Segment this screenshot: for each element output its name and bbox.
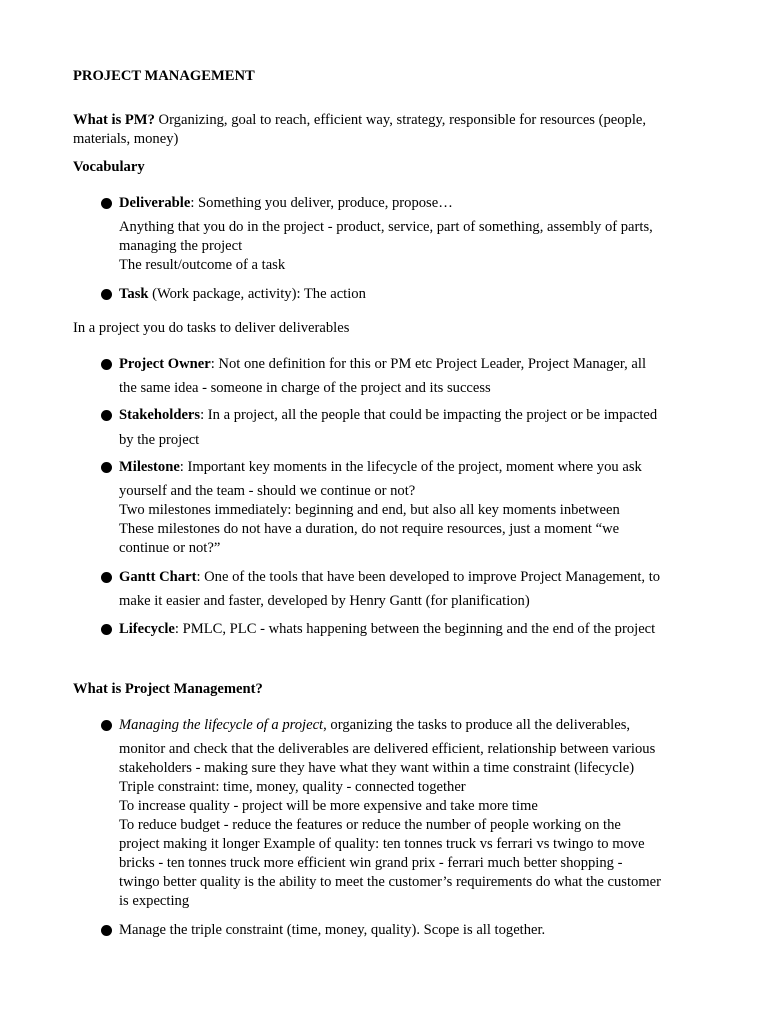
what-is-pm-text: Organizing, goal to reach, efficient way, strategy, responsible for resources (people, [154,112,647,128]
deliverable-line: The result/outcome of a task [119,257,286,273]
milestone-term: Milestone [119,459,180,475]
managing-line: stakeholders - making sure they have what they want within a time constraint (lifecycle) [119,760,635,776]
bullet-icon [101,925,112,936]
milestone-text: : Important key moments in the lifecycle of the project, moment where you ask [179,459,642,475]
project-owner-line: the same idea - someone in charge of the project and its success [119,380,491,396]
project-owner-term: Project Owner [119,356,211,372]
bullet-icon [101,198,112,209]
stakeholders-line: by the project [119,432,200,448]
deliverable-text: : Something you deliver, produce, propose… [190,195,453,211]
milestone-line: yourself and the team - should we continue or not? [119,483,416,499]
what-is-project-management-heading: What is Project Management? [73,681,263,697]
managing-line: To reduce budget - reduce the features or reduce the number of people working on the [119,817,621,833]
bullet-icon [101,289,112,300]
bullet-icon [101,720,112,731]
what-is-pm-label: What is PM? [73,112,155,128]
managing-line: monitor and check that the deliverables are delivered efficient, relationship between various [119,741,656,757]
stakeholders-term: Stakeholders [119,407,201,423]
milestone-line: Two milestones immediately: beginning and end, but also all key moments inbetween [119,502,620,518]
bullet-icon [101,462,112,473]
vocabulary-heading: Vocabulary [73,159,145,175]
managing-line: twingo better quality is the ability to meet the customer’s requirements do what the customer [119,874,661,890]
managing-line: project making it longer Example of quality: ten tonnes truck vs ferrari vs twingo to move [119,836,645,852]
gantt-line: make it easier and faster, developed by Henry Gantt (for planification) [119,593,530,609]
managing-line: bricks - ten tonnes truck more efficient win grand prix - ferrari much better shopping - [119,855,623,871]
gantt-text: : One of the tools that have been developed to improve Project Management, to [196,569,661,585]
triple-text: Manage the triple constraint (time, money, quality). Scope is all together. [119,922,546,938]
tasks-note: In a project you do tasks to deliver deliverables [73,320,350,336]
bullet-icon [101,410,112,421]
what-is-pm-text-2: materials, money) [73,131,179,147]
deliverable-line: Anything that you do in the project - product, service, part of something, assembly of parts, [119,219,653,235]
stakeholders-text: : In a project, all the people that could be impacting the project or be impacted [200,407,658,423]
task-text: (Work package, activity): The action [148,286,366,302]
milestone-line: These milestones do not have a duration, do not require resources, just a moment “we [119,521,620,537]
bullet-icon [101,359,112,370]
managing-text: , organizing the tasks to produce all the deliverables, [323,717,631,733]
managing-italic: Managing the lifecycle of a project [119,717,324,733]
bullet-icon [101,624,112,635]
lifecycle-term: Lifecycle [119,621,175,637]
managing-line: To increase quality - project will be more expensive and take more time [119,798,538,814]
managing-line: is expecting [119,893,190,909]
bullet-icon [101,572,112,583]
gantt-term: Gantt Chart [119,569,197,585]
deliverable-line: managing the project [119,238,243,254]
milestone-line: continue or not?” [119,540,221,556]
lifecycle-text: : PMLC, PLC - whats happening between the beginning and the end of the project [174,621,656,637]
what-is-pm-paragraph [73,111,698,149]
project-owner-text: : Not one definition for this or PM etc Project Leader, Project Manager, all [210,356,647,372]
task-term: Task [119,286,149,302]
deliverable-term: Deliverable [119,195,191,211]
page-title: PROJECT MANAGEMENT [73,68,255,84]
managing-line: Triple constraint: time, money, quality - connected together [119,779,466,795]
